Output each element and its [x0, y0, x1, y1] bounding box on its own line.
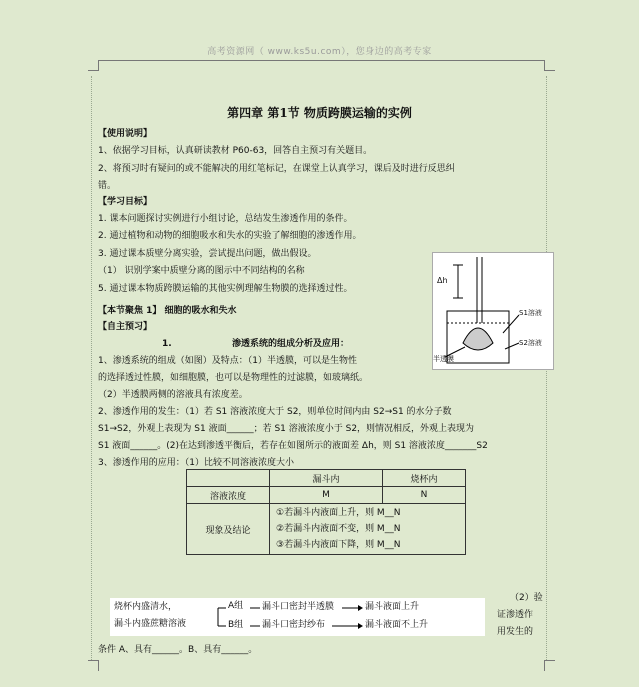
group-a-result: 漏斗液面上升	[365, 602, 420, 612]
goal-item: （1） 识别学案中质壁分离的图示中不同结构的名称	[98, 266, 305, 276]
corner-mark	[544, 660, 555, 671]
preview-line: 的选择透过性膜，如细胞膜，也可以是物理性的过滤膜，如玻璃纸。	[98, 373, 369, 383]
margin-guide	[91, 76, 92, 660]
preview-sub-title: 渗透系统的组成分析及应用：	[232, 339, 350, 349]
q2-text: 证渗透作	[497, 610, 534, 620]
diagram-left-text: 漏斗内盛蔗糖溶液	[114, 619, 187, 629]
group-b-setup: 漏斗口密封纱布	[262, 620, 326, 630]
group-b-result: 漏斗液面不上升	[365, 620, 429, 630]
table-row	[187, 470, 466, 487]
diagram-left-text: 烧杯内盛清水，	[114, 602, 178, 612]
preview-line: （2）半透膜两侧的溶液具有浓度差。	[98, 390, 248, 400]
table-cell: M	[270, 487, 383, 504]
table-cell	[270, 504, 466, 555]
condition-line: 条件 A、具有______。B、具有______。	[98, 645, 258, 655]
goals-heading: 【学习目标】	[98, 197, 153, 207]
corner-mark	[88, 60, 99, 71]
table-cell	[187, 470, 270, 487]
result-line: ①若漏斗内液面上升，则 M__N	[276, 508, 401, 518]
osmosis-figure	[432, 252, 554, 370]
group-a-label: A组	[228, 601, 244, 611]
goal-item: 5. 通过课本物质跨膜运输的其他实例理解生物膜的选择透过性。	[98, 284, 353, 294]
q2-text: 用发生的	[497, 627, 534, 637]
preview-heading: 【自主预习】	[98, 322, 153, 332]
header-site-text: 高考资源网（ www.ks5u.com），您身边的高考专家	[207, 47, 432, 57]
corner-mark	[88, 660, 99, 671]
usage-item: 错。	[98, 181, 117, 191]
focus-heading: 【本节聚焦 1】 细胞的吸水和失水	[98, 306, 237, 316]
table-cell: N	[383, 487, 466, 504]
table-cell: 烧杯内	[383, 470, 466, 487]
usage-item: 2、将预习时有疑问的或不能解决的用红笔标记，在课堂上认真学习，课后及时进行反思纠	[98, 164, 455, 174]
table-cell: 溶液浓度	[187, 487, 270, 504]
osmosis-table	[186, 469, 466, 555]
experiment-diagram	[110, 598, 485, 636]
result-line: ③若漏斗内液面下降，则 M__N	[276, 540, 401, 550]
corner-mark	[544, 60, 555, 71]
result-line: ②若漏斗内液面不变，则 M__N	[276, 524, 401, 534]
preview-line: 1、渗透系统的组成（如图）及特点：（1）半透膜，可以是生物性	[98, 356, 357, 366]
preview-line: 3、渗透作用的应用：（1）比较不同溶液浓度大小	[98, 458, 294, 468]
preview-line: S1→S2，外观上表现为 S1 液面______；若 S1 溶液浓度小于 S2，则情况相反，外观上表现为	[98, 424, 475, 434]
delta-h-label: Δh	[437, 276, 448, 285]
page-title: 第四章 第1节 物质跨膜运输的实例	[227, 106, 412, 120]
goal-item: 2. 通过植物和动物的细胞吸水和失水的实验了解细胞的渗透作用。	[98, 231, 362, 241]
table-cell: 现象及结论	[187, 504, 270, 555]
preview-line: 2、渗透作用的发生：（1）若 S1 溶液浓度大于 S2，则单位时间内由 S2→S1 的水分子数	[98, 407, 452, 417]
usage-heading: 【使用说明】	[98, 129, 153, 139]
membrane-label: 半透膜	[433, 355, 454, 363]
table-row	[187, 504, 466, 555]
usage-item: 1、依据学习目标，认真研读教材 P60-63，回答自主预习有关题目。	[98, 146, 373, 156]
table-cell: 漏斗内	[270, 470, 383, 487]
group-a-setup: 漏斗口密封半透膜	[262, 602, 335, 612]
goal-item: 1. 课本问题探讨实例进行小组讨论，总结发生渗透作用的条件。	[98, 214, 353, 224]
q2-number: （2）验	[510, 593, 543, 603]
table-row	[187, 487, 466, 504]
group-b-label: B组	[228, 620, 244, 630]
goal-item: 3. 通过课本质壁分离实验，尝试提出问题，做出假设。	[98, 249, 317, 259]
header-rule	[98, 60, 544, 61]
preview-line: S1 液面______。(2)在达到渗透平衡后，若存在如图所示的液面差 Δh，则 S1 溶液浓度_______S2	[98, 441, 488, 451]
s2-label: S2溶液	[519, 339, 542, 347]
preview-sub-num: 1.	[162, 339, 172, 349]
s1-label: S1溶液	[519, 309, 542, 317]
